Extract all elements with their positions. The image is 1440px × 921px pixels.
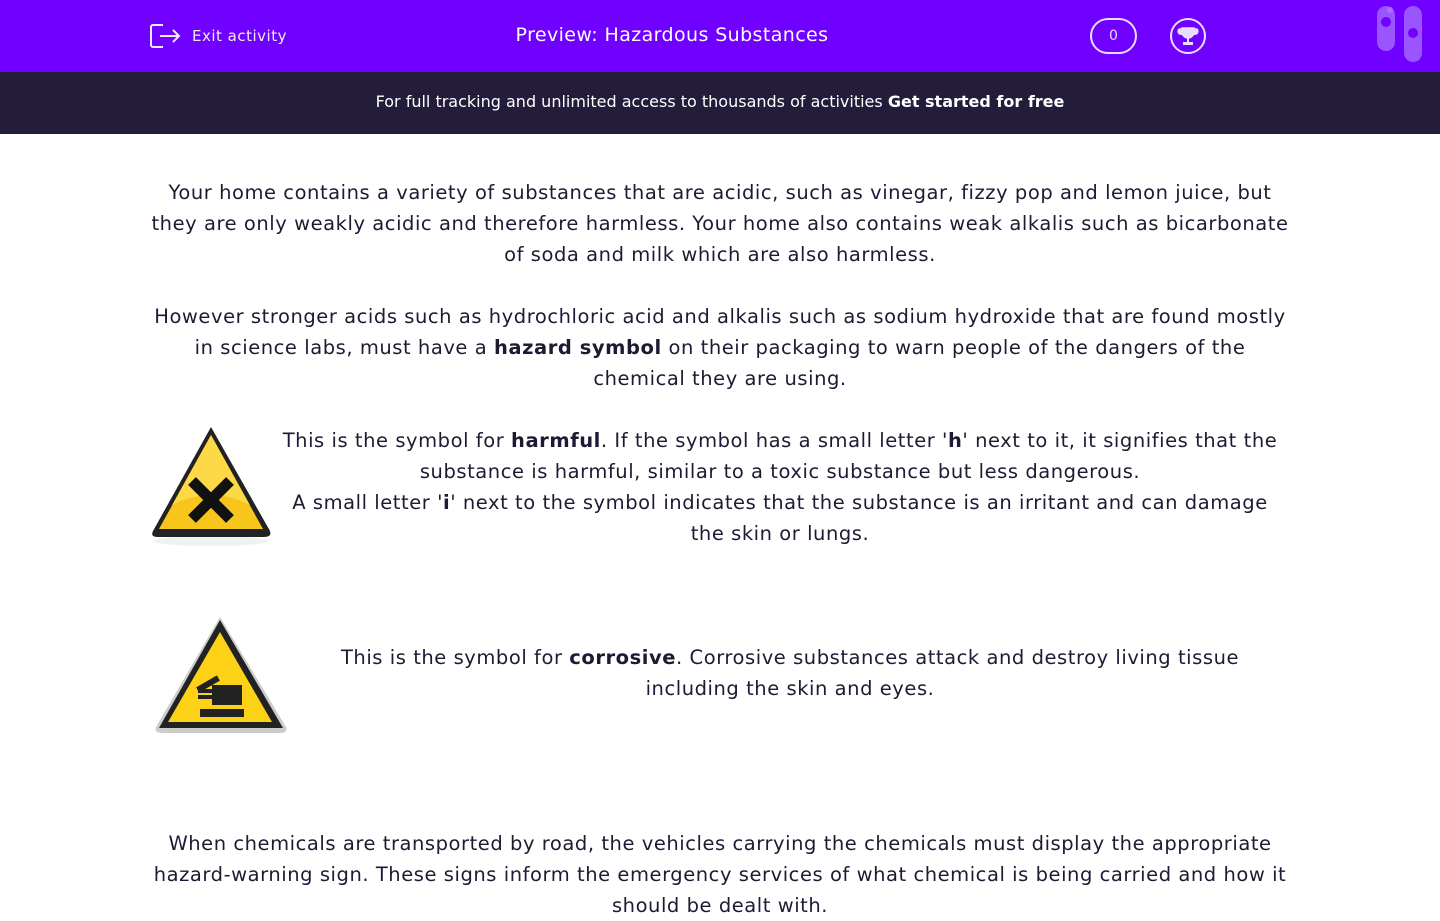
top-bar xyxy=(0,0,1440,72)
harmful-symbol-icon xyxy=(150,425,272,547)
exit-label: Exit activity xyxy=(192,27,287,45)
trophy-icon xyxy=(1172,20,1204,52)
paragraph-harmful: This is the symbol for harmful. If the symbol has a small letter 'h' next to it, it signifies that the substance is harmful, similar to a toxic substance but less dangerous. A small letter 'i' next to the symbol indicates that the substance is an irritant and can damage the skin or lungs. xyxy=(282,429,1278,545)
signup-banner xyxy=(0,72,1440,134)
paragraph-corrosive: This is the symbol for corrosive. Corrosive substances attack and destroy living tissue including the skin and eyes. xyxy=(340,646,1240,700)
corrosive-symbol-icon xyxy=(154,615,288,735)
get-started-link[interactable]: Get started for free xyxy=(887,92,1065,111)
score-badge: 0 xyxy=(1090,18,1137,54)
test-tubes-logo-icon xyxy=(1377,6,1427,64)
paragraph-hazard-symbol: However stronger acids such as hydrochloric acid and alkalis such as sodium hydroxide that are found mostly in science labs, must have a hazard symbol on their packaging to warn people of the dangers of the chemical they are using. xyxy=(154,305,1286,390)
banner-text: For full tracking and unlimited access to thousands of activities xyxy=(375,92,888,111)
paragraph-intro: Your home contains a variety of substances that are acidic, such as vinegar, fizzy pop and lemon juice, but they are only weakly acidic and therefore harmless. Your home also contains weak alkalis such as bicarbonate of soda and milk which are also harmless. xyxy=(151,181,1289,266)
trophy-button[interactable] xyxy=(1170,18,1206,54)
paragraph-transport: When chemicals are transported by road, the vehicles carrying the chemicals must display the appropriate hazard-warning sign. These signs inform the emergency services of what chemical is being carried and how it should be dealt with. xyxy=(153,832,1287,917)
page-title: Preview: Hazardous Substances xyxy=(515,24,829,46)
